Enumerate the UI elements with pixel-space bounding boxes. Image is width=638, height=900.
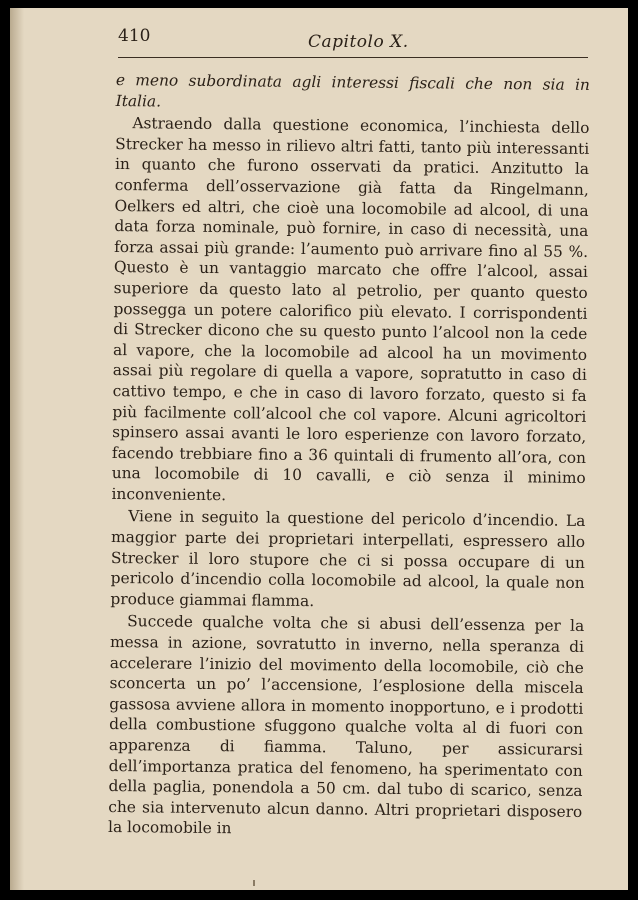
body-text (108, 70, 590, 843)
gutter-shadow (10, 8, 24, 890)
paragraph-essence-abuse: Succede qualche volta che si abusi dell’essenza per la messa in azione, sovratutto in inverno, nella speranza di accelerare l’inizio del movimento della locomobile, ciò che sconcerta un po’ l’accensione, l’esplosione della miscela gassosa avviene allora in momento inopportuno, e i prodotti della combustione sfuggono qualche volta al di fuori con apparenza di fiamma. Taluno, per assicurarsi dell’importanza pratica del fenomeno, ha sperimentato con della paglia, ponendola a 50 cm. dal tubo di scarico, senza che sia intervenuto alcun danno. Altri proprietari disposero la locomobile in (107, 612, 585, 838)
book-page (10, 8, 628, 890)
paragraph-continuation: e meno subordinata agli interessi fiscali che non sia in Italia. (115, 70, 590, 111)
paragraph-fire-danger: Viene in seguito la questione del pericolo d’incendio. La maggior parte dei proprietari interpellati, espressero allo Strecker il loro stupore che ci si possa occupare di un pericolo d’incendio colla locomobile ad alcool, la quale non produce giammai flamma. (110, 507, 586, 610)
page-mark (253, 880, 255, 886)
page-number: 410 (118, 26, 151, 46)
page-header (118, 26, 588, 66)
running-title: Capitolo X. (308, 32, 409, 52)
header-rule (118, 57, 588, 58)
paragraph-strecker-inquiry: Astraendo dalla questione economica, l’inchiesta dello Strecker ha messo in rilievo altri fatti, tanto più interessanti in quanto che furono osservati da pratici. Anzitutto la conferma dell’osservazione già fatta da Ringelmann, Oelkers ed altri, che cioè una locomobile ad alcool, di una data forza nominale, può fornire, in caso di necessità, una forza assai più grande: l’aumento può arrivare fino al 55 %. Questo è un vantaggio marcato che offre l’alcool, assai superiore da questo lato al petrolio, per quanto questo possegga un potere calorifico più elevato. I corrispondenti di Strecker dicono che su questo punto l’alcool non la cede al vapore, che la locomobile ad alcool ha un movimento assai più regolare di quella a vapore, sopratutto in caso di cattivo tempo, e che in caso di lavoro forzato, questo si fa più facilmente coll’alcool che col vapore. Alcuni agricoltori spinsero assai avanti le loro esperienze con lavoro forzato, facendo trebbiare fino a 36 quintali di frumento all’ora, con una locomobile di 10 cavalli, e ciò senza il minimo inconveniente. (111, 114, 590, 505)
